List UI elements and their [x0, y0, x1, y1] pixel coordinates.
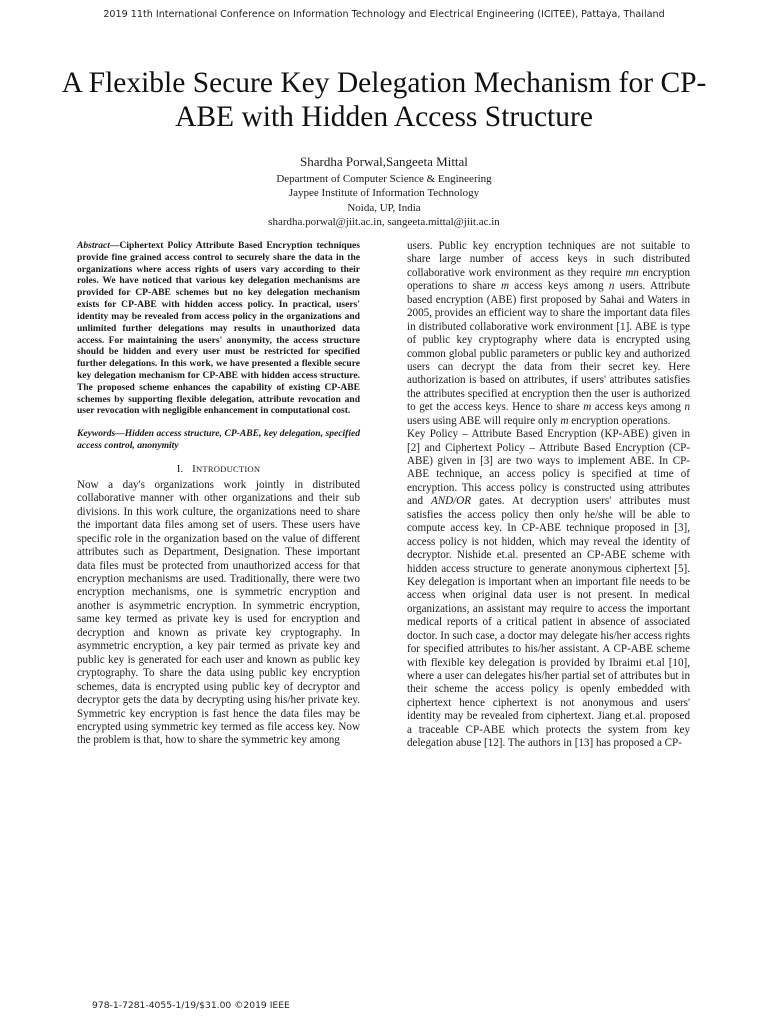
author-names: Shardha Porwal,Sangeeta Mittal	[300, 154, 468, 169]
math-var: n	[684, 401, 690, 414]
copyright-footer: 978-1-7281-4055-1/19/$31.00 ©2019 IEEE	[92, 1000, 290, 1011]
text-run: users using ABE will require only	[407, 414, 561, 427]
conference-header: 2019 11th International Conference on Information Technology and Electrical Engineering (ICITEE), Pattaya, Thailand	[103, 9, 665, 20]
text-run: encryption operations to share	[407, 266, 691, 293]
text-run: gates. At decryption users' attributes must satisfies the access policy then only he/she will be able to compute access key. In CP-ABE technique proposed in [3], access policy is not hidden, which may reveal the identity of decryptor. Nishide et.al. presented an CP-ABE scheme with hidden access structure to generate anonymous ciphertext [5]. Key delegation is important when an important file needs to be access when original data user is not present. In medical organizations, an assistant may require to access the important medical reports of a critical patient in absence of associated doctor. In such case, a doctor may delegate his/her access rights for specified attributes to his/her assistant. A CP-ABE scheme with flexible key delegation is provided by Ibraimi et.al [10], where a user can delegates his/her partial set of attributes but in their scheme the access policy is openly embedded with ciphertext hence ciphertext is not anonymous and users' identity may be revealed from ciphertext. Jiang et.al. proposed a traceable CP-ABE which protects the system from key delegation abuse [12]. The authors in [13] has proposed a CP-	[407, 495, 690, 750]
section-number: I.	[176, 462, 184, 475]
section-first-letter: I	[192, 462, 196, 475]
math-var: n	[608, 280, 615, 293]
abstract-text: —Ciphertext Policy Attribute Based Encryption techniques provide fine grained access control to securely share the data in the organizations where access rights of users vary according to their roles. We have noticed that various key delegation mechanisms are provided for CP-ABE schemes but no key delegation mechanism exists for CP-ABE with hidden access policy. In practical, users' identity may be revealed from access policy in the organizations and unlimited further delegations may results in unauthorized data access. For maintaining the users' anonymity, the access structure should be hidden and every user must be restricted for specified further delegations. In this work, we have presented a flexible secure key delegation mechanism for CP-ABE with hidden access structure. The proposed scheme enhances the capability of existing CP-ABE schemes by supporting flexible delegation, attribute revocation and user revocation with negligible enhancement in computational cost.	[77, 240, 360, 417]
intro-paragraph: Now a day's organizations work jointly in distributed collaborative manner with other organizations and their sub divisions. In this work culture, the organizations need to share the important data files among set of users. These users have specific role in the organization based on the value of different attributes such as Department, Designation. These important data files must be protected from unauthorized access for that encryption mechanisms are used. Traditionally, there were two encryption mechanisms, one is symmetric encryption and another is asymmetric encryption. In symmetric encryption, same key termed as private key is used for encryption and decryption and known as private key cryptography. In asymmetric encryption, a key pair termed as private key and public key is generated for each user and known as public key cryptography. To share the data using public key encryption schemes, data is encrypted using public key of decryptor and decryptor gets the data by decrypting using his/her private key. Symmetric key encryption is fast hence the data files may be encrypted using symmetric key termed as file access key. Now the problem is that, how to share the symmetric key among	[77, 478, 360, 747]
section-title-rest: NTRODUCTION	[195, 463, 261, 474]
text-run: encryption operations.	[568, 414, 671, 427]
author-affiliation	[184, 172, 584, 229]
math-var: m	[583, 401, 592, 414]
paper-title: A Flexible Secure Key Delegation Mechanism for CP-ABE with Hidden Access Structure	[61, 67, 707, 133]
right-column	[407, 240, 690, 751]
text-run: users. Attribute based encryption (ABE) first proposed by Sahai and Waters in 2005, provides an efficient way to share the important data files in distributed collaborative work environment [1]. ABE is type of public key cryptography where data is encrypted using common global public parameters or public key and authorized users can decrypt the data from their secret key. Here authorization is based on attributes, if users' attributes satisfies the attributes specified at encryption then the user is authorized to get the access keys. Hence to share	[407, 280, 690, 414]
location: Noida, UP, India	[347, 201, 421, 214]
keywords: Keywords—Hidden access structure, CP-ABE, key delegation, specified access control, anonymity	[77, 428, 360, 451]
right-paragraph-2	[407, 428, 690, 751]
left-column	[77, 240, 360, 748]
text-run: access keys among	[591, 401, 685, 414]
math-var: mn	[625, 266, 639, 279]
text-run: Key Policy – Attribute Based Encryption (KP-ABE) given in [2] and Ciphertext Policy – Attribute Based Encryption (CP-ABE) given in [3] are two ways to implement ABE. In CP-ABE technique, an access policy is specified at time of encryption. This access policy is constructed using attributes and	[407, 428, 690, 508]
right-paragraph-1	[407, 240, 690, 428]
text-run: access keys among	[509, 280, 609, 293]
institute: Jaypee Institute of Information Technology	[288, 187, 480, 200]
math-var: m	[501, 280, 510, 293]
text-run: users. Public key encryption techniques are not suitable to share large number of access keys in such distributed collaborative work environment as they require	[407, 240, 690, 279]
abstract	[77, 240, 360, 417]
section-heading-introduction	[77, 463, 360, 476]
abstract-lead: Abstract	[77, 240, 110, 251]
math-var: m	[560, 414, 569, 427]
department: Department of Computer Science & Engineering	[276, 173, 492, 185]
math-var: AND/OR	[430, 495, 472, 508]
author-emails: shardha.porwal@jiit.ac.in, sangeeta.mittal@jiit.ac.in	[268, 215, 500, 228]
